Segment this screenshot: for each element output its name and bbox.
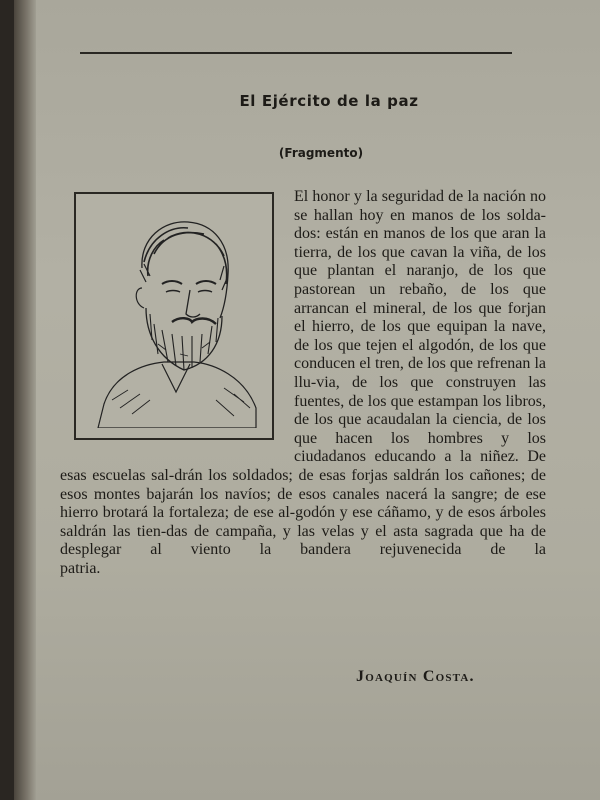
header-rule [80,52,512,54]
article-body [60,188,546,578]
book-spine-shadow [14,0,36,800]
portrait-text-wrap [60,188,294,456]
article-paragraph-end: patria. [60,559,101,577]
author-signature: Joaquín Costa. [356,668,475,685]
article-subtitle: (Fragmento) [278,146,364,160]
article-paragraph: El honor y la seguridad de la nación no se hallan hoy en manos de los solda-dos: están en manos de los que aran la tierra, de los que cavan la viña, de los que plantan el naranjo, de los que pastorean un rebaño, de los que arrancan el mineral, de los que forjan el hierro, de los que equipan la nave, de los que tejen el algodón, de los que conducen el tren, de los que refrenan la llu-via, de los que construyen las fuentes, de los que estampan los libros, de los que acaudalan la ciencia, de los que hacen los hombres y los ciudadanos educando a la niñez. De esas escuelas sal-drán los soldados; de esas forjas saldrán los cañones; de esos montes bajarán los navíos; de esos canales nacerá la sangre; de ese hierro brotará la fortaleza; de ese al-godón y ese cáñamo, y de esos árboles saldrán las tien-das de campaña, y las velas y el asta sagrada que ha de desplegar al viento la bandera rejuvenecida de la [60,188,546,559]
article-title: El Ejército de la paz [239,92,419,110]
book-page [14,0,600,800]
